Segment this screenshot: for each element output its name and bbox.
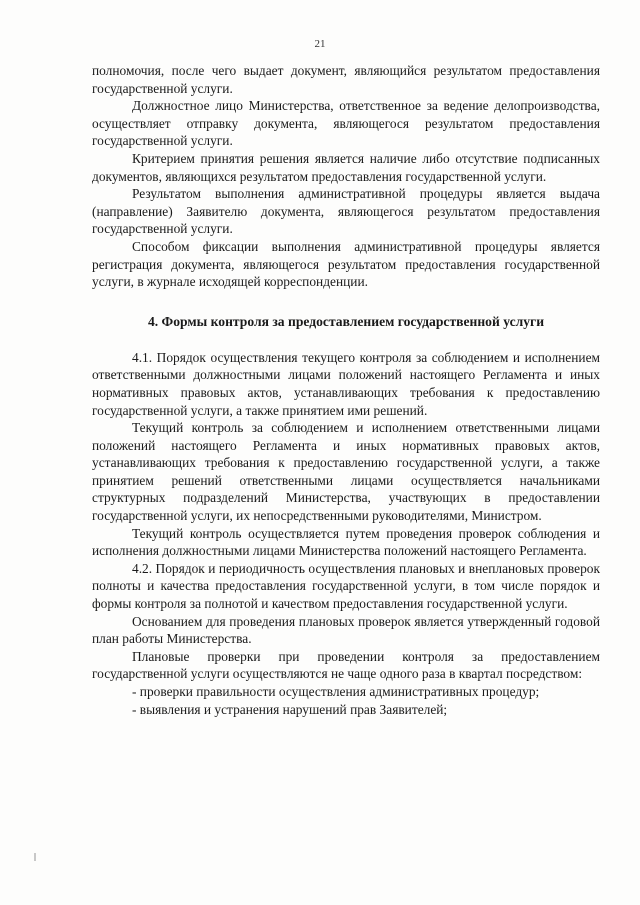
list-item: - выявления и устранения нарушений прав Заявителей;	[132, 701, 448, 717]
section-heading: 4. Формы контроля за предоставлением государственной услуги	[147, 313, 545, 329]
paragraph: Способом фиксации выполнения административной процедуры является регистрация документа, являющегося результатом предоставления государственной услуги, в журнале исходящей корреспонденции.	[92, 238, 600, 290]
paragraph: полномочия, после чего выдает документ, являющийся результатом предоставления государственной услуги.	[92, 63, 600, 96]
list-item: - проверки правильности осуществления административных процедур;	[132, 684, 540, 699]
paragraph: Текущий контроль за соблюдением и исполнением ответственными лицами положений настоящего Регламента и иных нормативных правовых актов, устанавливающих требования к предоставлению государственной услуги, а также принятием решений ответственными лицами осуществляется начальниками структурных подразделений Министерства, участвующих в предоставлении государственной услуги, их непосредственными руководителями, Министром.	[92, 420, 600, 524]
paragraph: Должностное лицо Министерства, ответственное за ведение делопроизводства, осуществляет отправку документа, являющегося результатом предоставления государственной услуги.	[92, 98, 600, 149]
paragraph: Критерием принятия решения является наличие либо отсутствие подписанных документов, являющихся результатом предоставления государственной услуги.	[92, 150, 600, 184]
paragraph: Основанием для проведения плановых проверок является утвержденный годовой план работы Министерства.	[92, 613, 600, 647]
scan-artifact	[34, 853, 36, 861]
paragraph: 4.2. Порядок и периодичность осуществления плановых и внеплановых проверок полноты и качества предоставления государственной услуги, в том числе порядок и формы контроля за полнотой и качеством предоставления государственной услуги.	[92, 560, 600, 612]
paragraph: Плановые проверки при проведении контроля за предоставлением государственной услуги осуществляются не чаще одного раза в квартал посредством:	[92, 648, 600, 682]
paragraph: 4.1. Порядок осуществления текущего контроля за соблюдением и исполнением ответственными должностными лицами положений настоящего Регламента и иных нормативных правовых актов, устанавливающих требования к предоставлению государственной услуги, а также принятием ими решений.	[92, 349, 600, 418]
paragraph: Результатом выполнения административной процедуры является выдача (направление) Заявителю документа, являющегося результатом предоставления государственной услуги.	[92, 186, 600, 237]
page-number: 21	[314, 38, 326, 50]
paragraph: Текущий контроль осуществляется путем проведения проверок соблюдения и исполнения должностными лицами Министерства положений настоящего Регламента.	[92, 525, 600, 559]
document-body	[92, 62, 600, 718]
